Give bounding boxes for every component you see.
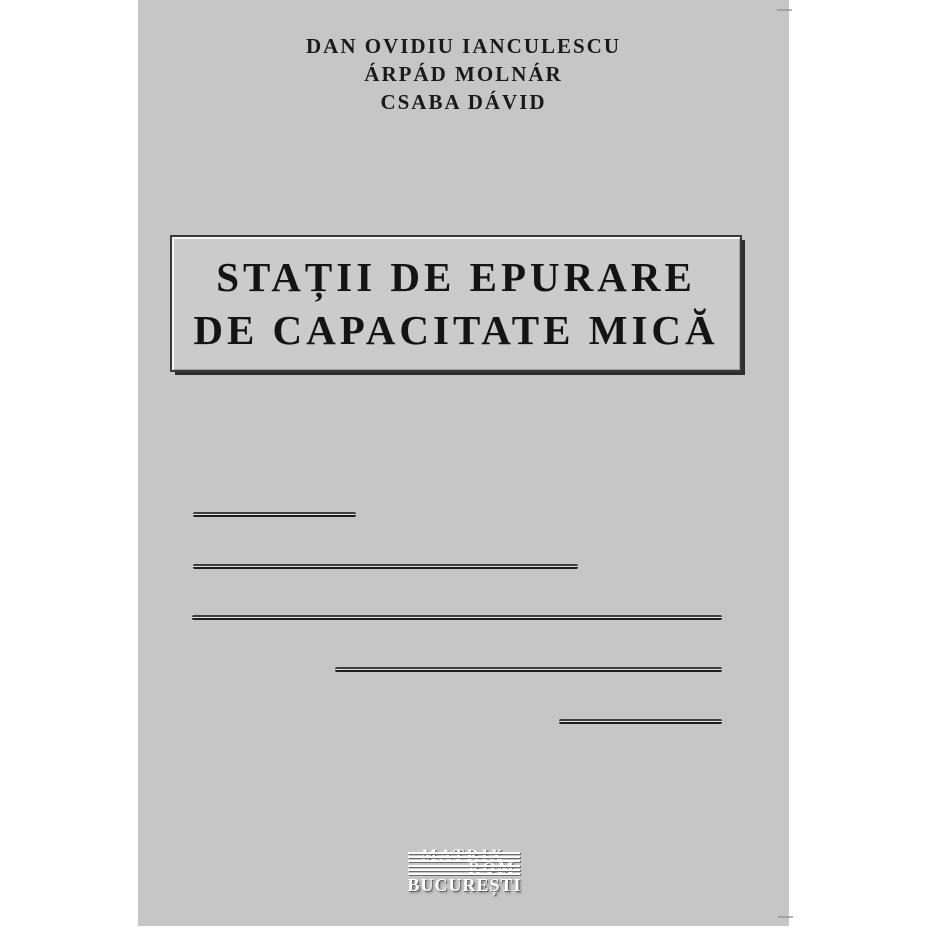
divider-rule [335, 667, 722, 672]
logo-stripe [408, 856, 520, 858]
scan-edge-mark [778, 916, 793, 918]
logo-stripe [408, 865, 520, 867]
divider-rule [193, 512, 356, 517]
divider-rule [192, 615, 722, 620]
divider-rule [193, 564, 578, 569]
publisher-wordmark-rom [408, 862, 520, 876]
publisher-logo [408, 849, 520, 894]
author-name: ÁRPÁD MOLNÁR [364, 62, 563, 86]
book-title-line1: STAȚII DE EPURARE [216, 253, 696, 300]
divider-rule [559, 719, 722, 724]
book-cover [138, 0, 789, 926]
logo-stripe [408, 852, 520, 854]
title-box [170, 235, 742, 372]
logo-stripe [408, 873, 520, 875]
publisher-city: BUCUREȘTI [407, 875, 522, 895]
book-title-line2: DE CAPACITATE MICĂ [193, 306, 719, 353]
author-name: CSABA DÁVID [380, 90, 547, 114]
scan-edge-mark [777, 9, 792, 11]
author-name: DAN OVIDIU IANCULESCU [305, 34, 622, 58]
logo-stripe [408, 869, 520, 871]
author-block [138, 32, 789, 116]
